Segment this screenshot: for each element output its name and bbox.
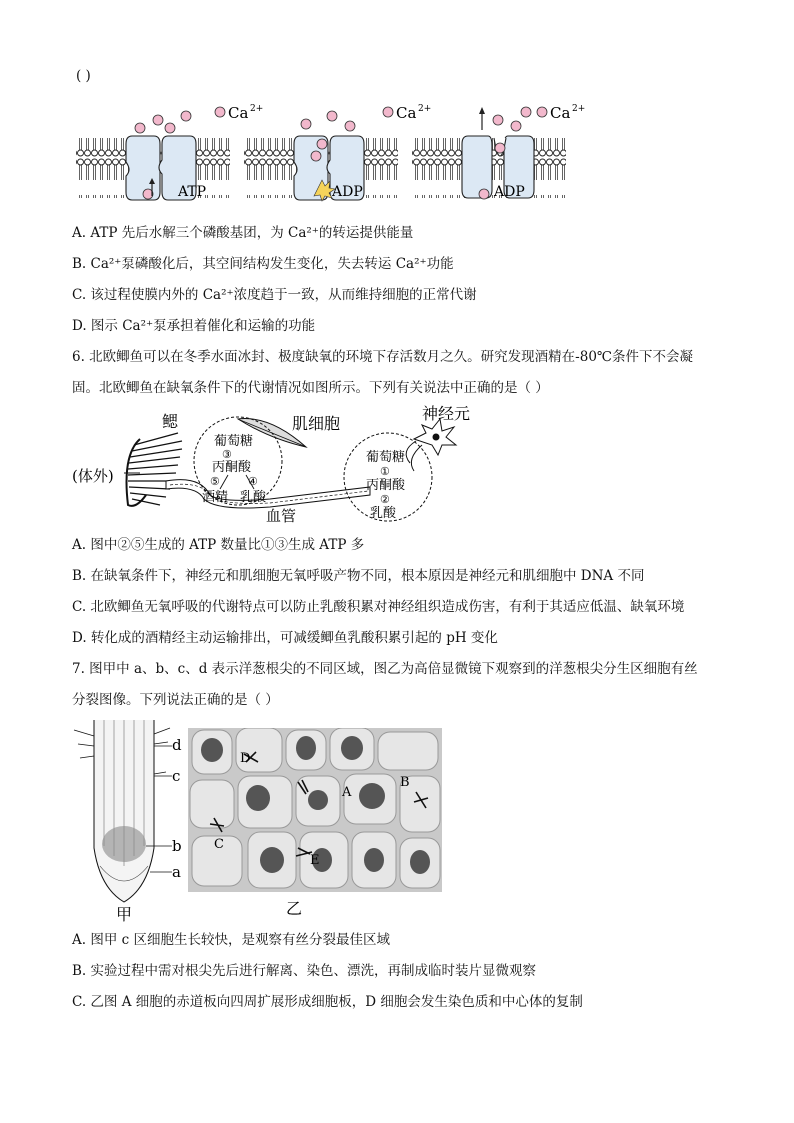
root-tip-figure — [70, 716, 190, 922]
cell-b-label: B — [400, 775, 410, 790]
region-c-label: c — [172, 767, 181, 785]
svg-text:酒精: 酒精 — [202, 490, 229, 505]
adp-label-2: ADP — [494, 184, 525, 200]
neuron-label: 神经元 — [422, 405, 470, 423]
calcium-pump-figure — [70, 98, 590, 210]
q7-option-a: A. 图甲 c 区细胞生长较快，是观察有丝分裂最佳区域 — [72, 932, 390, 948]
svg-text:乳酸: 乳酸 — [240, 490, 267, 505]
svg-text:⑤: ⑤ — [210, 475, 220, 488]
membrane-panel-2 — [244, 104, 431, 201]
svg-text:③: ③ — [222, 448, 232, 461]
fish-metabolism-figure — [70, 405, 470, 523]
cell-d-label: D — [240, 751, 251, 766]
q6-stem-line-1: 6. 北欧鲫鱼可以在冬季水面冰封、极度缺氧的环境下存活数月之久。研究发现酒精在-80℃条件下不会凝 — [72, 349, 694, 365]
svg-text:丙酮酸: 丙酮酸 — [212, 460, 252, 475]
svg-text:②: ② — [380, 493, 390, 506]
region-a-label: a — [172, 863, 181, 881]
cell-c-label: C — [214, 837, 224, 852]
q6-option-c: C. 北欧鲫鱼无氧呼吸的代谢特点可以防止乳酸积累对神经组织造成伤害，有利于其适应低温、缺氧环境 — [72, 599, 685, 615]
q6-option-a: A. 图中②⑤生成的 ATP 数量比①③生成 ATP 多 — [72, 537, 365, 553]
micrograph-figure — [188, 728, 444, 922]
svg-text:葡萄糖: 葡萄糖 — [366, 450, 406, 465]
region-b-label: b — [172, 837, 182, 855]
q5-option-a: A. ATP 先后水解三个磷酸基团，为 Ca²⁺的转运提供能量 — [72, 225, 414, 241]
adp-label-1: ADP — [332, 184, 363, 200]
q5-option-b: B. Ca²⁺泵磷酸化后，其空间结构发生变化，失去转运 Ca²⁺功能 — [72, 256, 454, 272]
membrane-panel-1 — [76, 104, 263, 200]
cell-e-label: E — [310, 853, 320, 868]
svg-text:葡萄糖: 葡萄糖 — [214, 434, 254, 449]
membrane-panel-3 — [412, 104, 585, 200]
svg-text:④: ④ — [248, 475, 258, 488]
svg-text:丙酮酸: 丙酮酸 — [366, 478, 406, 493]
atp-label: ATP — [178, 184, 207, 200]
outside-label: (体外) — [72, 467, 114, 485]
gill-drawing — [127, 433, 183, 506]
svg-text:2+: 2+ — [418, 104, 432, 114]
ca-label-2: Ca — [396, 104, 417, 122]
answer-bracket: ( ) — [76, 68, 91, 84]
q6-option-d: D. 转化成的酒精经主动运输排出，可减缓鲫鱼乳酸积累引起的 pH 变化 — [72, 630, 498, 646]
figure-yi-label: 乙 — [286, 899, 303, 918]
muscle-cell-label: 肌细胞 — [292, 414, 341, 433]
region-d-label: d — [172, 736, 182, 754]
svg-text:①: ① — [380, 465, 390, 478]
q7-stem-line-2: 分裂图像。下列说法正确的是（ ） — [72, 692, 279, 708]
gill-label: 鳃 — [162, 412, 179, 431]
svg-text:2+: 2+ — [572, 104, 586, 114]
svg-text:乳酸: 乳酸 — [370, 506, 397, 521]
ca-label-3: Ca — [550, 104, 571, 122]
q7-option-b: B. 实验过程中需对根尖先后进行解离、染色、漂洗，再制成临时装片显微观察 — [72, 963, 537, 979]
q5-option-c: C. 该过程使膜内外的 Ca²⁺浓度趋于一致，从而维持细胞的正常代谢 — [72, 287, 477, 303]
neuron-drawing — [406, 419, 456, 471]
svg-text:2+: 2+ — [250, 104, 264, 114]
cell-a-label: A — [342, 785, 352, 800]
q6-stem-line-2: 固。北欧鲫鱼在缺氧条件下的代谢情况如图所示。下列有关说法中正确的是（ ） — [72, 380, 549, 396]
vessel-label: 血管 — [266, 507, 297, 523]
ca-label-1: Ca — [228, 104, 249, 122]
q7-option-c: C. 乙图 A 细胞的赤道板向四周扩展形成细胞板，D 细胞会发生染色质和中心体的复制 — [72, 994, 583, 1010]
q5-option-d: D. 图示 Ca²⁺泵承担着催化和运输的功能 — [72, 318, 316, 334]
q7-stem-line-1: 7. 图甲中 a、b、c、d 表示洋葱根尖的不同区域，图乙为高倍显微镜下观察到的洋葱根尖分生区细胞有丝 — [72, 661, 698, 677]
q6-option-b: B. 在缺氧条件下，神经元和肌细胞无氧呼吸产物不同，根本原因是神经元和肌细胞中 DNA 不同 — [72, 568, 645, 584]
figure-jia-label: 甲 — [116, 905, 133, 922]
